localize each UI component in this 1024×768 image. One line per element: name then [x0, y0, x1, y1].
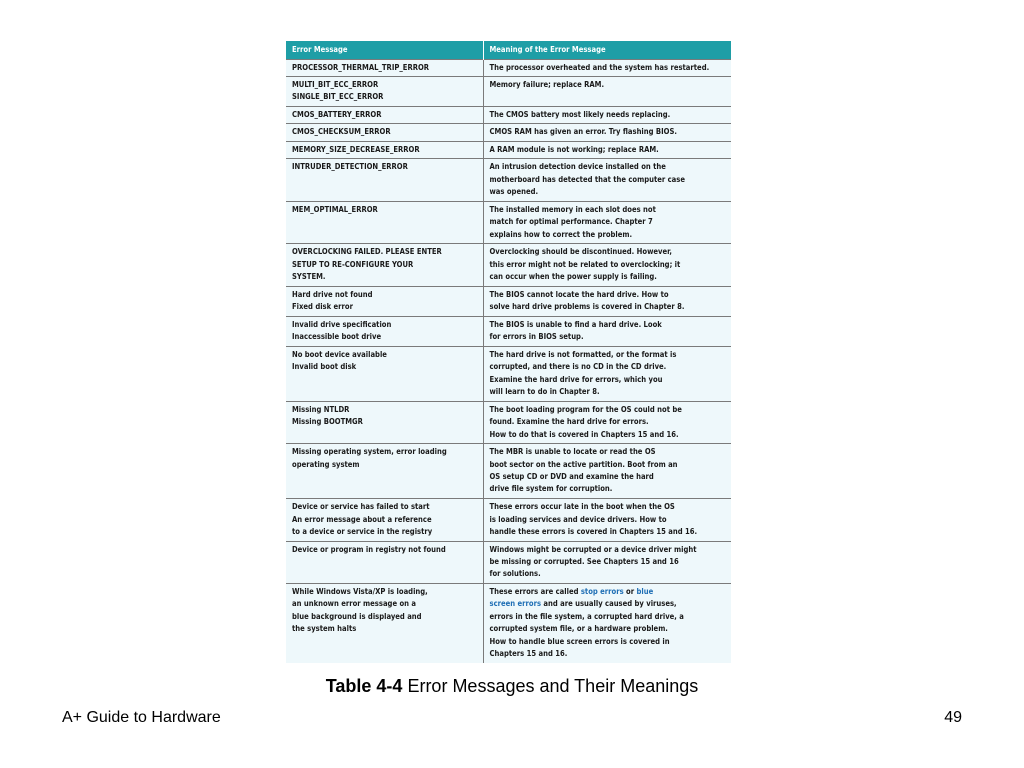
meaning-text: and are usually caused by viruses, errors in the file system, a corrupted hard drive, a corrupted system file, or a hardware problem. How to handle blue screen errors is covered in Chapters 15 and 16.	[489, 599, 684, 659]
error-message-cell: CMOS_BATTERY_ERROR	[286, 106, 483, 124]
meaning-cell: The hard drive is not formatted, or the format is corrupted, and there is no CD in the CD drive. Examine the hard drive for errors, which you will learn to do in Chapter 8.	[483, 346, 731, 401]
header-meaning: Meaning of the Error Message	[483, 41, 731, 59]
error-message-cell: While Windows Vista/XP is loading, an unknown error message on a blue background is displayed and the system halts	[286, 584, 483, 664]
error-message-cell: Device or service has failed to start An error message about a reference to a device or service in the registry	[286, 499, 483, 541]
error-message-cell: Device or program in registry not found	[286, 541, 483, 583]
stop-errors-term: stop errors	[580, 587, 624, 596]
page-number: 49	[944, 709, 962, 726]
error-message-cell: Missing operating system, error loading operating system	[286, 444, 483, 499]
table-row	[286, 316, 731, 346]
header-error-message: Error Message	[286, 41, 483, 59]
table-row	[286, 77, 731, 107]
error-message-cell: Hard drive not found Fixed disk error	[286, 286, 483, 316]
table-row	[286, 159, 731, 201]
table-row	[286, 106, 731, 124]
error-message-cell: MULTI_BIT_ECC_ERROR SINGLE_BIT_ECC_ERROR	[286, 77, 483, 107]
table-header	[286, 41, 731, 59]
meaning-cell: The BIOS cannot locate the hard drive. How to solve hard drive problems is covered in Chapter 8.	[483, 286, 731, 316]
meaning-cell: An intrusion detection device installed on the motherboard has detected that the computer case was opened.	[483, 159, 731, 201]
error-message-cell: MEMORY_SIZE_DECREASE_ERROR	[286, 141, 483, 159]
blue-screen-errors-term: blue screen errors	[489, 587, 654, 609]
error-message-cell: OVERCLOCKING FAILED. PLEASE ENTER SETUP TO RE-CONFIGURE YOUR SYSTEM.	[286, 244, 483, 286]
table-row	[286, 499, 731, 541]
table-row	[286, 201, 731, 243]
meaning-cell: The BIOS is unable to find a hard drive. Look for errors in BIOS setup.	[483, 316, 731, 346]
error-messages-table	[286, 41, 731, 663]
meaning-cell: A RAM module is not working; replace RAM.	[483, 141, 731, 159]
error-message-cell: PROCESSOR_THERMAL_TRIP_ERROR	[286, 59, 483, 77]
table-row	[286, 401, 731, 443]
table-row	[286, 244, 731, 286]
error-message-cell: CMOS_CHECKSUM_ERROR	[286, 124, 483, 142]
meaning-cell: The processor overheated and the system has restarted.	[483, 59, 731, 77]
meaning-cell: These errors occur late in the boot when the OS is loading services and device drivers. How to handle these errors is covered in Chapters 15 and 16.	[483, 499, 731, 541]
footer-title: A+ Guide to Hardware	[62, 709, 221, 726]
table-row	[286, 444, 731, 499]
meaning-text: or	[623, 587, 637, 596]
error-message-cell: MEM_OPTIMAL_ERROR	[286, 201, 483, 243]
meaning-cell: Memory failure; replace RAM.	[483, 77, 731, 107]
table-row	[286, 124, 731, 142]
table-row	[286, 541, 731, 583]
table-row	[286, 141, 731, 159]
error-message-cell: Invalid drive specification Inaccessible boot drive	[286, 316, 483, 346]
table-row	[286, 59, 731, 77]
meaning-cell: CMOS RAM has given an error. Try flashing BIOS.	[483, 124, 731, 142]
meaning-cell	[483, 584, 731, 664]
table-header-row	[286, 41, 731, 59]
error-message-cell: INTRUDER_DETECTION_ERROR	[286, 159, 483, 201]
meaning-cell: The CMOS battery most likely needs replacing.	[483, 106, 731, 124]
table-row-last	[286, 584, 731, 664]
error-messages-table-container	[286, 41, 731, 663]
table-row	[286, 286, 731, 316]
error-message-cell: No boot device available Invalid boot disk	[286, 346, 483, 401]
table-row	[286, 346, 731, 401]
meaning-cell: The installed memory in each slot does not match for optimal performance. Chapter 7 explains how to correct the problem.	[483, 201, 731, 243]
meaning-cell: Overclocking should be discontinued. However, this error might not be related to overclocking; it can occur when the power supply is failing.	[483, 244, 731, 286]
meaning-cell: The boot loading program for the OS could not be found. Examine the hard drive for errors. How to do that is covered in Chapters 15 and 16.	[483, 401, 731, 443]
caption-label: Table 4-4	[325, 676, 403, 696]
meaning-text: These errors are called	[489, 587, 581, 596]
table-body	[286, 59, 731, 663]
caption-text: Error Messages and Their Meanings	[402, 676, 699, 696]
table-caption	[0, 676, 1024, 697]
error-message-cell: Missing NTLDR Missing BOOTMGR	[286, 401, 483, 443]
meaning-cell: Windows might be corrupted or a device driver might be missing or corrupted. See Chapters 15 and 16 for solutions.	[483, 541, 731, 583]
meaning-cell: The MBR is unable to locate or read the OS boot sector on the active partition. Boot from an OS setup CD or DVD and examine the hard drive file system for corruption.	[483, 444, 731, 499]
